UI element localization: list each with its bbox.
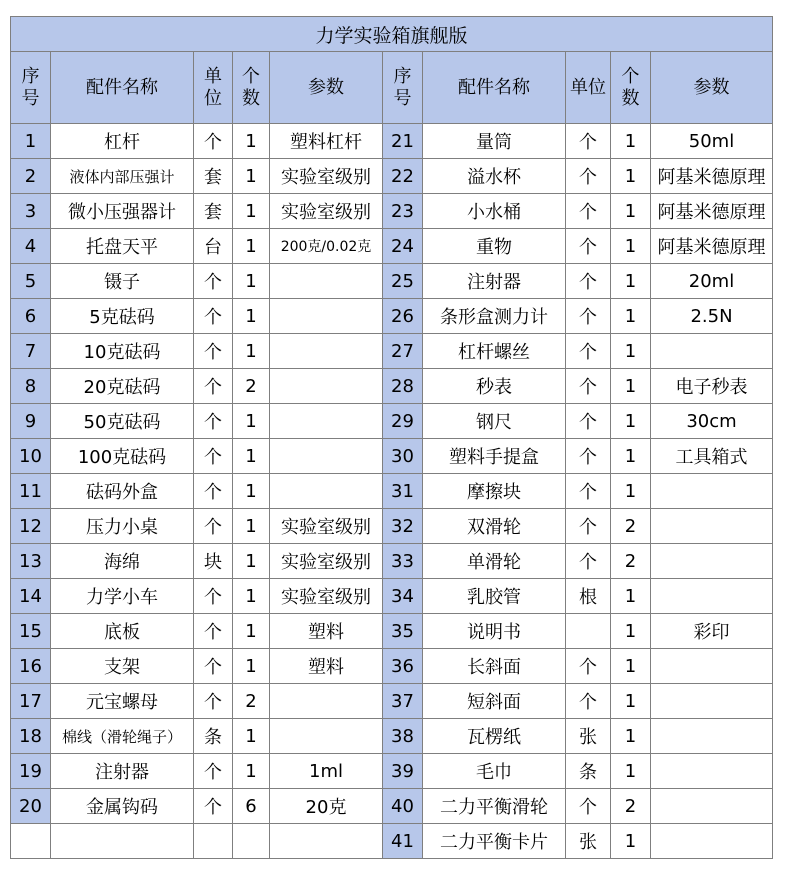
cell-right-count: 1 — [611, 194, 651, 229]
cell-left-name: 液体内部压强计 — [51, 159, 194, 194]
cell-left-count: 1 — [233, 264, 270, 299]
cell-right-no: 34 — [383, 579, 423, 614]
cell-left-name: 力学小车 — [51, 579, 194, 614]
cell-right-no: 31 — [383, 474, 423, 509]
cell-right-unit: 个 — [566, 684, 611, 719]
cell-left-unit: 个 — [194, 649, 233, 684]
cell-right-count: 1 — [611, 264, 651, 299]
cell-left-unit: 个 — [194, 754, 233, 789]
cell-left-param — [270, 439, 383, 474]
cell-left-param: 实验室级别 — [270, 544, 383, 579]
header-name: 配件名称 — [51, 52, 194, 124]
table-row — [11, 509, 773, 544]
cell-right-count: 2 — [611, 789, 651, 824]
cell-left-no: 3 — [11, 194, 51, 229]
cell-left-name: 托盘天平 — [51, 229, 194, 264]
cell-left-count: 2 — [233, 684, 270, 719]
header-unit-right: 单位 — [566, 52, 611, 124]
cell-left-name: 压力小桌 — [51, 509, 194, 544]
cell-left-no: 15 — [11, 614, 51, 649]
cell-left-unit: 块 — [194, 544, 233, 579]
cell-left-no: 18 — [11, 719, 51, 754]
cell-right-no: 38 — [383, 719, 423, 754]
header-count: 个 数 — [233, 52, 270, 124]
header-index: 序 号 — [11, 52, 51, 124]
cell-left-name: 支架 — [51, 649, 194, 684]
cell-left-param: 塑料 — [270, 649, 383, 684]
cell-right-param — [651, 474, 773, 509]
cell-right-unit: 个 — [566, 334, 611, 369]
cell-left-count: 1 — [233, 159, 270, 194]
cell-right-unit: 个 — [566, 299, 611, 334]
cell-left-count: 1 — [233, 579, 270, 614]
cell-right-param: 阿基米德原理 — [651, 194, 773, 229]
cell-left-count: 1 — [233, 649, 270, 684]
cell-left-param — [270, 334, 383, 369]
cell-right-param: 30cm — [651, 404, 773, 439]
table-row — [11, 229, 773, 264]
cell-right-name: 重物 — [423, 229, 566, 264]
cell-right-count: 1 — [611, 334, 651, 369]
cell-right-name: 双滑轮 — [423, 509, 566, 544]
cell-right-no: 32 — [383, 509, 423, 544]
cell-right-count: 1 — [611, 159, 651, 194]
cell-left-no: 6 — [11, 299, 51, 334]
cell-right-count: 1 — [611, 439, 651, 474]
cell-right-unit: 个 — [566, 439, 611, 474]
cell-left-name: 海绵 — [51, 544, 194, 579]
cell-left-param — [270, 684, 383, 719]
cell-left-no — [11, 824, 51, 859]
cell-right-no: 25 — [383, 264, 423, 299]
cell-right-count: 1 — [611, 719, 651, 754]
cell-left-unit: 台 — [194, 229, 233, 264]
cell-left-no: 2 — [11, 159, 51, 194]
cell-right-count: 1 — [611, 474, 651, 509]
cell-right-count: 2 — [611, 544, 651, 579]
cell-right-count: 2 — [611, 509, 651, 544]
cell-right-count: 1 — [611, 754, 651, 789]
cell-right-no: 39 — [383, 754, 423, 789]
cell-right-name: 条形盒测力计 — [423, 299, 566, 334]
header-count-right: 个 数 — [611, 52, 651, 124]
cell-left-no: 4 — [11, 229, 51, 264]
cell-right-count: 1 — [611, 299, 651, 334]
cell-left-name: 5克砝码 — [51, 299, 194, 334]
cell-right-param — [651, 544, 773, 579]
cell-left-param: 1ml — [270, 754, 383, 789]
cell-left-no: 10 — [11, 439, 51, 474]
cell-left-no: 1 — [11, 124, 51, 159]
cell-right-name: 短斜面 — [423, 684, 566, 719]
cell-right-name: 溢水杯 — [423, 159, 566, 194]
cell-right-param — [651, 789, 773, 824]
cell-left-unit: 个 — [194, 614, 233, 649]
cell-left-no: 16 — [11, 649, 51, 684]
table-row — [11, 754, 773, 789]
cell-left-no: 5 — [11, 264, 51, 299]
cell-right-no: 29 — [383, 404, 423, 439]
cell-right-param — [651, 754, 773, 789]
cell-left-name: 砝码外盒 — [51, 474, 194, 509]
cell-left-count: 1 — [233, 614, 270, 649]
cell-right-unit: 个 — [566, 229, 611, 264]
cell-left-no: 17 — [11, 684, 51, 719]
cell-left-no: 11 — [11, 474, 51, 509]
cell-right-unit: 个 — [566, 789, 611, 824]
cell-left-param — [270, 824, 383, 859]
cell-left-name: 微小压强器计 — [51, 194, 194, 229]
cell-right-unit: 个 — [566, 544, 611, 579]
cell-right-name: 二力平衡卡片 — [423, 824, 566, 859]
cell-left-unit: 个 — [194, 299, 233, 334]
cell-right-name: 说明书 — [423, 614, 566, 649]
cell-right-unit: 个 — [566, 264, 611, 299]
cell-left-no: 8 — [11, 369, 51, 404]
header-name-right: 配件名称 — [423, 52, 566, 124]
cell-right-unit: 张 — [566, 824, 611, 859]
cell-left-count: 1 — [233, 404, 270, 439]
header-index-right: 序 号 — [383, 52, 423, 124]
cell-right-param: 50ml — [651, 124, 773, 159]
cell-left-name: 50克砝码 — [51, 404, 194, 439]
cell-left-unit: 个 — [194, 474, 233, 509]
cell-left-param — [270, 719, 383, 754]
cell-left-no: 14 — [11, 579, 51, 614]
cell-left-param — [270, 299, 383, 334]
cell-right-unit: 个 — [566, 159, 611, 194]
cell-right-unit: 张 — [566, 719, 611, 754]
table-row — [11, 684, 773, 719]
cell-left-count: 1 — [233, 509, 270, 544]
cell-left-count: 2 — [233, 369, 270, 404]
cell-left-count: 1 — [233, 719, 270, 754]
cell-right-no: 24 — [383, 229, 423, 264]
header-param: 参数 — [270, 52, 383, 124]
cell-right-name: 小水桶 — [423, 194, 566, 229]
cell-right-count: 1 — [611, 124, 651, 159]
cell-right-name: 摩擦块 — [423, 474, 566, 509]
table-row — [11, 789, 773, 824]
cell-left-name: 棉线（滑轮绳子） — [51, 719, 194, 754]
cell-left-unit: 套 — [194, 194, 233, 229]
table-row — [11, 159, 773, 194]
cell-right-param: 阿基米德原理 — [651, 159, 773, 194]
cell-right-count: 1 — [611, 649, 651, 684]
cell-left-unit: 个 — [194, 579, 233, 614]
cell-left-unit: 个 — [194, 124, 233, 159]
cell-left-param: 200克/0.02克 — [270, 229, 383, 264]
cell-left-count: 1 — [233, 229, 270, 264]
cell-left-unit: 个 — [194, 684, 233, 719]
cell-right-unit: 个 — [566, 509, 611, 544]
cell-right-param: 彩印 — [651, 614, 773, 649]
cell-right-param: 20ml — [651, 264, 773, 299]
cell-right-param — [651, 684, 773, 719]
cell-right-name: 单滑轮 — [423, 544, 566, 579]
cell-right-name: 秒表 — [423, 369, 566, 404]
cell-right-unit: 个 — [566, 649, 611, 684]
cell-left-unit — [194, 824, 233, 859]
cell-right-count: 1 — [611, 579, 651, 614]
cell-left-count: 1 — [233, 299, 270, 334]
cell-left-count: 1 — [233, 544, 270, 579]
table-row — [11, 649, 773, 684]
cell-left-name: 20克砝码 — [51, 369, 194, 404]
cell-right-no: 30 — [383, 439, 423, 474]
cell-left-param: 塑料杠杆 — [270, 124, 383, 159]
cell-left-count — [233, 824, 270, 859]
cell-left-unit: 个 — [194, 264, 233, 299]
cell-right-param — [651, 719, 773, 754]
cell-left-count: 1 — [233, 194, 270, 229]
cell-left-no: 9 — [11, 404, 51, 439]
cell-right-unit: 个 — [566, 124, 611, 159]
table-row — [11, 614, 773, 649]
cell-right-no: 41 — [383, 824, 423, 859]
cell-right-no: 40 — [383, 789, 423, 824]
cell-right-count: 1 — [611, 824, 651, 859]
cell-right-name: 长斜面 — [423, 649, 566, 684]
cell-left-param — [270, 404, 383, 439]
cell-right-no: 35 — [383, 614, 423, 649]
table-row — [11, 404, 773, 439]
cell-right-name: 钢尺 — [423, 404, 566, 439]
table-title: 力学实验箱旗舰版 — [11, 17, 773, 52]
cell-right-no: 22 — [383, 159, 423, 194]
cell-left-count: 6 — [233, 789, 270, 824]
cell-left-unit: 套 — [194, 159, 233, 194]
cell-left-count: 1 — [233, 439, 270, 474]
cell-left-name: 杠杆 — [51, 124, 194, 159]
table-row — [11, 719, 773, 754]
cell-right-unit: 条 — [566, 754, 611, 789]
cell-right-param: 2.5N — [651, 299, 773, 334]
cell-left-name: 金属钩码 — [51, 789, 194, 824]
cell-right-name: 乳胶管 — [423, 579, 566, 614]
cell-right-no: 37 — [383, 684, 423, 719]
cell-left-param: 实验室级别 — [270, 159, 383, 194]
cell-right-param — [651, 509, 773, 544]
cell-left-param: 实验室级别 — [270, 509, 383, 544]
cell-right-param — [651, 649, 773, 684]
cell-left-count: 1 — [233, 754, 270, 789]
cell-left-unit: 条 — [194, 719, 233, 754]
cell-right-count: 1 — [611, 369, 651, 404]
cell-right-no: 26 — [383, 299, 423, 334]
table-row — [11, 334, 773, 369]
cell-left-param: 实验室级别 — [270, 579, 383, 614]
cell-right-name: 注射器 — [423, 264, 566, 299]
table-row — [11, 579, 773, 614]
cell-right-unit: 个 — [566, 194, 611, 229]
cell-left-unit: 个 — [194, 334, 233, 369]
cell-right-count: 1 — [611, 614, 651, 649]
cell-right-count: 1 — [611, 229, 651, 264]
cell-right-name: 杠杆螺丝 — [423, 334, 566, 369]
cell-right-no: 36 — [383, 649, 423, 684]
cell-left-name — [51, 824, 194, 859]
table-row — [11, 194, 773, 229]
cell-left-no: 13 — [11, 544, 51, 579]
table-row — [11, 369, 773, 404]
cell-left-unit: 个 — [194, 439, 233, 474]
cell-left-param — [270, 369, 383, 404]
table-row — [11, 124, 773, 159]
table-row — [11, 264, 773, 299]
cell-left-param — [270, 264, 383, 299]
cell-left-name: 底板 — [51, 614, 194, 649]
cell-right-count: 1 — [611, 684, 651, 719]
cell-right-name: 量筒 — [423, 124, 566, 159]
cell-left-name: 100克砝码 — [51, 439, 194, 474]
cell-left-count: 1 — [233, 124, 270, 159]
cell-right-param: 阿基米德原理 — [651, 229, 773, 264]
cell-right-name: 二力平衡滑轮 — [423, 789, 566, 824]
cell-left-count: 1 — [233, 334, 270, 369]
cell-right-unit: 个 — [566, 474, 611, 509]
cell-right-no: 23 — [383, 194, 423, 229]
cell-right-unit: 个 — [566, 404, 611, 439]
cell-left-param: 实验室级别 — [270, 194, 383, 229]
cell-right-name: 毛巾 — [423, 754, 566, 789]
header-param-right: 参数 — [651, 52, 773, 124]
cell-right-no: 28 — [383, 369, 423, 404]
cell-right-unit — [566, 614, 611, 649]
cell-left-unit: 个 — [194, 369, 233, 404]
cell-left-no: 20 — [11, 789, 51, 824]
cell-left-unit: 个 — [194, 404, 233, 439]
cell-left-unit: 个 — [194, 789, 233, 824]
cell-left-no: 19 — [11, 754, 51, 789]
cell-right-unit: 根 — [566, 579, 611, 614]
cell-right-param — [651, 824, 773, 859]
cell-left-name: 注射器 — [51, 754, 194, 789]
cell-right-param — [651, 579, 773, 614]
cell-right-param: 电子秒表 — [651, 369, 773, 404]
cell-right-no: 27 — [383, 334, 423, 369]
table-row — [11, 824, 773, 859]
cell-right-no: 21 — [383, 124, 423, 159]
cell-right-no: 33 — [383, 544, 423, 579]
table-row — [11, 439, 773, 474]
cell-right-name: 塑料手提盒 — [423, 439, 566, 474]
cell-left-unit: 个 — [194, 509, 233, 544]
cell-right-count: 1 — [611, 404, 651, 439]
cell-left-param: 塑料 — [270, 614, 383, 649]
cell-left-no: 12 — [11, 509, 51, 544]
cell-left-count: 1 — [233, 474, 270, 509]
cell-right-unit: 个 — [566, 369, 611, 404]
cell-left-param: 20克 — [270, 789, 383, 824]
cell-left-no: 7 — [11, 334, 51, 369]
parts-table — [10, 16, 773, 859]
cell-right-param: 工具箱式 — [651, 439, 773, 474]
cell-right-name: 瓦楞纸 — [423, 719, 566, 754]
cell-left-name: 镊子 — [51, 264, 194, 299]
header-unit: 单 位 — [194, 52, 233, 124]
cell-right-param — [651, 334, 773, 369]
table-row — [11, 299, 773, 334]
table-row — [11, 544, 773, 579]
table-row — [11, 474, 773, 509]
cell-left-name: 10克砝码 — [51, 334, 194, 369]
cell-left-name: 元宝螺母 — [51, 684, 194, 719]
cell-left-param — [270, 474, 383, 509]
